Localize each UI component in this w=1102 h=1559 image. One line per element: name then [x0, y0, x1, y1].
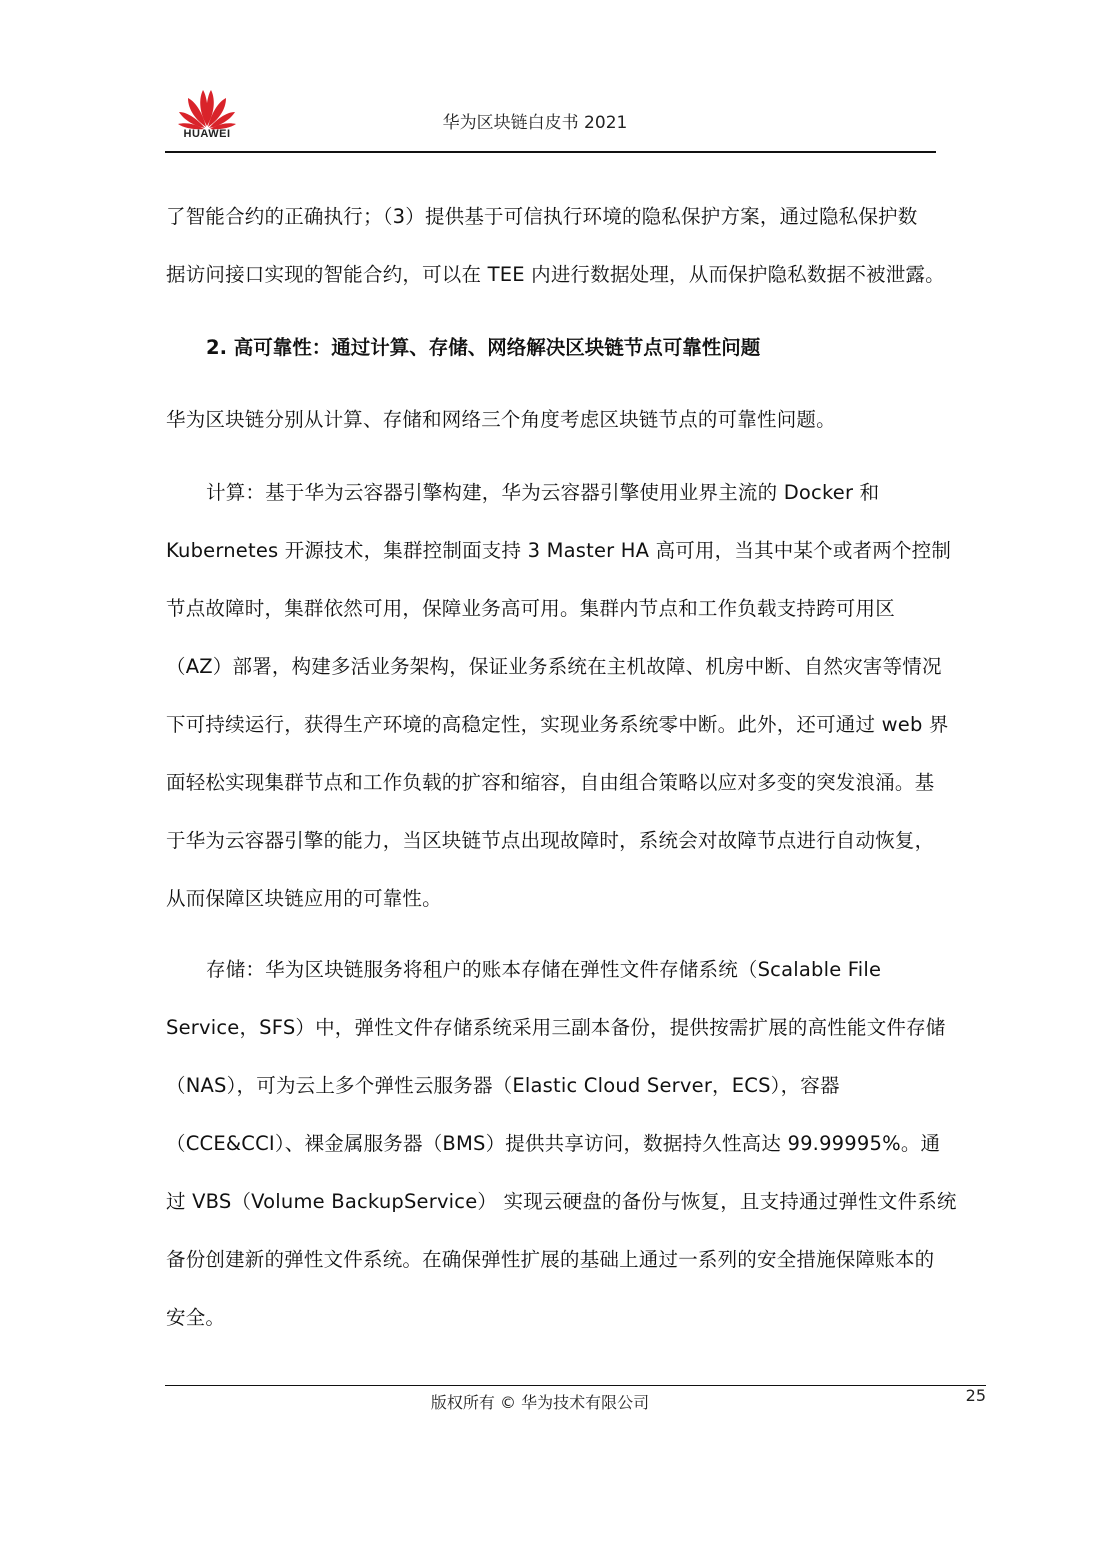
footer-divider: [165, 1385, 986, 1386]
storage-line: （CCE&CCI）、裸金属服务器（BMS）提供共享访问，数据持久性高达 99.99995%。通: [166, 1132, 941, 1155]
intro-line: 了智能合约的正确执行；（3）提供基于可信执行环境的隐私保护方案，通过隐私保护数: [166, 205, 918, 228]
compute-line: 下可持续运行，获得生产环境的高稳定性，实现业务系统零中断。此外，还可通过 web 界: [166, 713, 949, 736]
huawei-logo: [176, 86, 238, 144]
storage-line: 安全。: [166, 1306, 226, 1329]
page-number: 25: [965, 1386, 986, 1405]
compute-line: 计算：基于华为云容器引擎构建，华为云容器引擎使用业界主流的 Docker 和: [206, 481, 880, 504]
logo-wordmark: HUAWEI: [183, 128, 231, 140]
header-divider: [165, 151, 936, 153]
section-heading: 2. 高可靠性：通过计算、存储、网络解决区块链节点可靠性问题: [206, 336, 761, 359]
compute-line: 于华为云容器引擎的能力，当区块链节点出现故障时，系统会对故障节点进行自动恢复，: [166, 829, 935, 852]
storage-line: 备份创建新的弹性文件系统。在确保弹性扩展的基础上通过一系列的安全措施保障账本的: [166, 1248, 935, 1271]
compute-line: 从而保障区块链应用的可靠性。: [166, 887, 442, 910]
storage-line: （NAS），可为云上多个弹性云服务器（Elastic Cloud Server，ECS），容器: [166, 1074, 840, 1097]
storage-line: 存储：华为区块链服务将租户的账本存储在弹性文件存储系统（Scalable File: [206, 958, 882, 981]
huawei-flower-icon: [176, 86, 238, 130]
intro-line: 据访问接口实现的智能合约，可以在 TEE 内进行数据处理，从而保护隐私数据不被泄露。: [166, 263, 945, 286]
compute-paragraph: [166, 464, 952, 928]
storage-line: Service，SFS）中，弹性文件存储系统采用三副本备份，提供按需扩展的高性能文件存储: [166, 1016, 946, 1039]
compute-line: 节点故障时，集群依然可用，保障业务高可用。集群内节点和工作负载支持跨可用区: [166, 597, 895, 620]
storage-line: 过 VBS（Volume BackupService） 实现云硬盘的备份与恢复，且支持通过弹性文件系统: [166, 1190, 957, 1213]
summary-line: 华为区块链分别从计算、存储和网络三个角度考虑区块链节点的可靠性问题。: [166, 408, 836, 431]
storage-paragraph: [166, 941, 957, 1347]
compute-line: Kubernetes 开源技术，集群控制面支持 3 Master HA 高可用，当其中某个或者两个控制: [166, 539, 952, 562]
compute-line: 面轻松实现集群节点和工作负载的扩容和缩容，自由组合策略以应对多变的突发浪涌。基: [166, 771, 935, 794]
copyright-notice: 版权所有 © 华为技术有限公司: [430, 1393, 650, 1412]
document-title: 华为区块链白皮书 2021: [442, 113, 628, 133]
compute-line: （AZ）部署，构建多活业务架构，保证业务系统在主机故障、机房中断、自然灾害等情况: [166, 655, 942, 678]
intro-paragraph: [166, 188, 945, 304]
summary-paragraph: [166, 391, 941, 449]
